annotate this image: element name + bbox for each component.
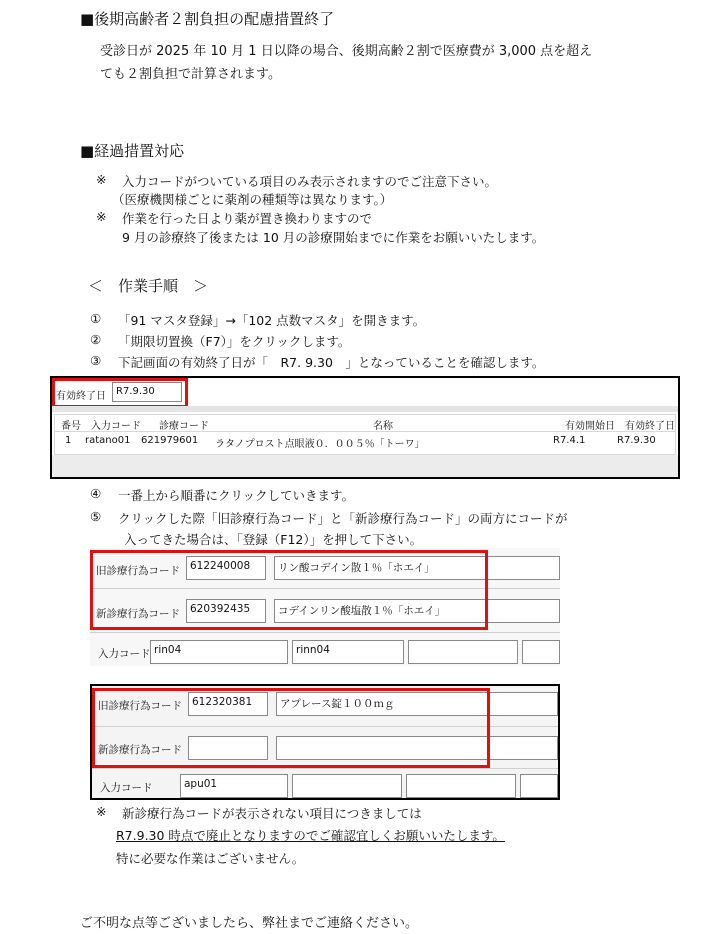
note2-line1: 作業を行った日より薬が置き換わりますので <box>122 211 373 226</box>
cell-name: ラタノプロスト点眼液０．００５％「トーワ」 <box>215 439 425 450</box>
footnote-mark: ※ <box>96 804 107 819</box>
input-code-field-3[interactable] <box>406 774 516 798</box>
cell-number: 1 <box>65 435 72 446</box>
step2-text: 「期限切置換（F7）」をクリックします。 <box>118 334 351 349</box>
old-code-label: 旧診療行為コード <box>96 565 180 577</box>
step5-text-line2: 入ってきた場合は、「登録（F12）」を押して下さい。 <box>124 532 423 547</box>
closing-text: ご不明な点等ございましたら、弊社までご連絡ください。 <box>80 916 419 931</box>
expiry-list-screenshot <box>50 376 680 479</box>
note1-line1: 入力コードがついている項目のみ表示されますのでご注意下さい。 <box>122 174 498 189</box>
step5-number: ⑤ <box>90 509 102 524</box>
input-code-label: 入力コード <box>100 782 153 794</box>
step1-number: ① <box>90 311 102 326</box>
old-code-field[interactable]: 612320381 <box>188 692 268 716</box>
section1-body-line1: 受診日が 2025 年 10 月 1 日以降の場合、後期高齢２割で医療費が 3,000 点を超え <box>100 44 593 59</box>
old-code-label: 旧診療行為コード <box>98 700 182 712</box>
table-row[interactable] <box>54 430 676 455</box>
col-header-start-date: 有効開始日 <box>565 421 615 432</box>
cell-start-date: R7.4.1 <box>553 435 586 446</box>
filter-end-date-field[interactable]: R7.9.30 <box>112 382 182 402</box>
step5-text-line1: クリックした際「旧診療行為コード」と「新診療行為コード」の両方にコードが <box>118 511 568 526</box>
section2-heading: ■経過措置対応 <box>80 142 185 160</box>
new-name-field[interactable]: コデインリン酸塩散１％「ホエイ」 <box>274 599 560 623</box>
col-header-treatment-code: 診療コード <box>159 421 209 432</box>
footnote-line3: 特に必要な作業はございません。 <box>116 851 305 866</box>
old-name-field[interactable]: リン酸コデイン散１％「ホエイ」 <box>274 556 560 580</box>
footnote-line2: R7.9.30 時点で廃止となりますのでご確認宜しくお願いいたします。 <box>116 828 505 843</box>
input-code-field-4[interactable] <box>522 640 560 664</box>
cell-treatment-code: 621979601 <box>141 435 199 446</box>
codes-highlight-box-1 <box>90 550 488 630</box>
codes-highlight-box-2 <box>92 688 490 768</box>
header-band <box>52 406 678 412</box>
replacement-screenshot-2 <box>90 684 560 800</box>
section1-body-line2: ても２割負担で計算されます。 <box>100 67 281 82</box>
step3-text: 下記画面の有効終了日が「 R7. 9.30 」となっていることを確認します。 <box>118 355 545 370</box>
input-code-field-1[interactable]: apu01 <box>180 774 288 798</box>
col-header-name: 名称 <box>373 421 393 432</box>
input-code-field-1[interactable]: rin04 <box>150 640 288 664</box>
new-code-label: 新診療行為コード <box>96 608 180 620</box>
new-code-field[interactable]: 620392435 <box>186 599 266 623</box>
col-header-end-date: 有効終了日 <box>625 421 675 432</box>
procedure-heading: ＜ 作業手順 ＞ <box>88 277 209 295</box>
col-header-input-code: 入力コード <box>91 421 141 432</box>
step4-text: 一番上から順番にクリックしていきます。 <box>118 488 355 503</box>
input-code-field-2[interactable] <box>292 774 402 798</box>
input-code-label: 入力コード <box>98 648 151 660</box>
step3-number: ③ <box>90 353 102 368</box>
step2-number: ② <box>90 332 102 347</box>
list-footer-area <box>52 455 678 477</box>
filter-label: 有効終了日 <box>56 391 106 402</box>
old-name-field[interactable]: アプレース錠１００ｍｇ <box>276 692 558 716</box>
old-code-field[interactable]: 612240008 <box>186 556 266 580</box>
input-code-field-3[interactable] <box>408 640 518 664</box>
note2-line2: 9 月の診療終了後または 10 月の診療開始までに作業をお願いいたします。 <box>122 230 545 245</box>
note1-mark: ※ <box>96 172 107 187</box>
step4-number: ④ <box>90 486 102 501</box>
footnote-line1: 新診療行為コードが表示されない項目につきましては <box>122 806 422 821</box>
replacement-screenshot-1 <box>90 548 560 666</box>
col-header-number: 番号 <box>61 421 81 432</box>
new-code-label: 新診療行為コード <box>98 744 182 756</box>
section1-heading: ■後期高齢者２割負担の配慮措置終了 <box>80 10 335 28</box>
note2-mark: ※ <box>96 209 107 224</box>
note1-line2: （医療機関様ごとに薬剤の種類等は異なります。） <box>112 192 393 207</box>
input-code-field-4[interactable] <box>520 774 558 798</box>
cell-input-code: ratano01 <box>85 435 131 446</box>
step1-text: 「91 マスタ登録」→「102 点数マスタ」を開きます。 <box>118 313 426 328</box>
input-code-field-2[interactable]: rinn04 <box>292 640 404 664</box>
cell-end-date: R7.9.30 <box>617 435 656 446</box>
